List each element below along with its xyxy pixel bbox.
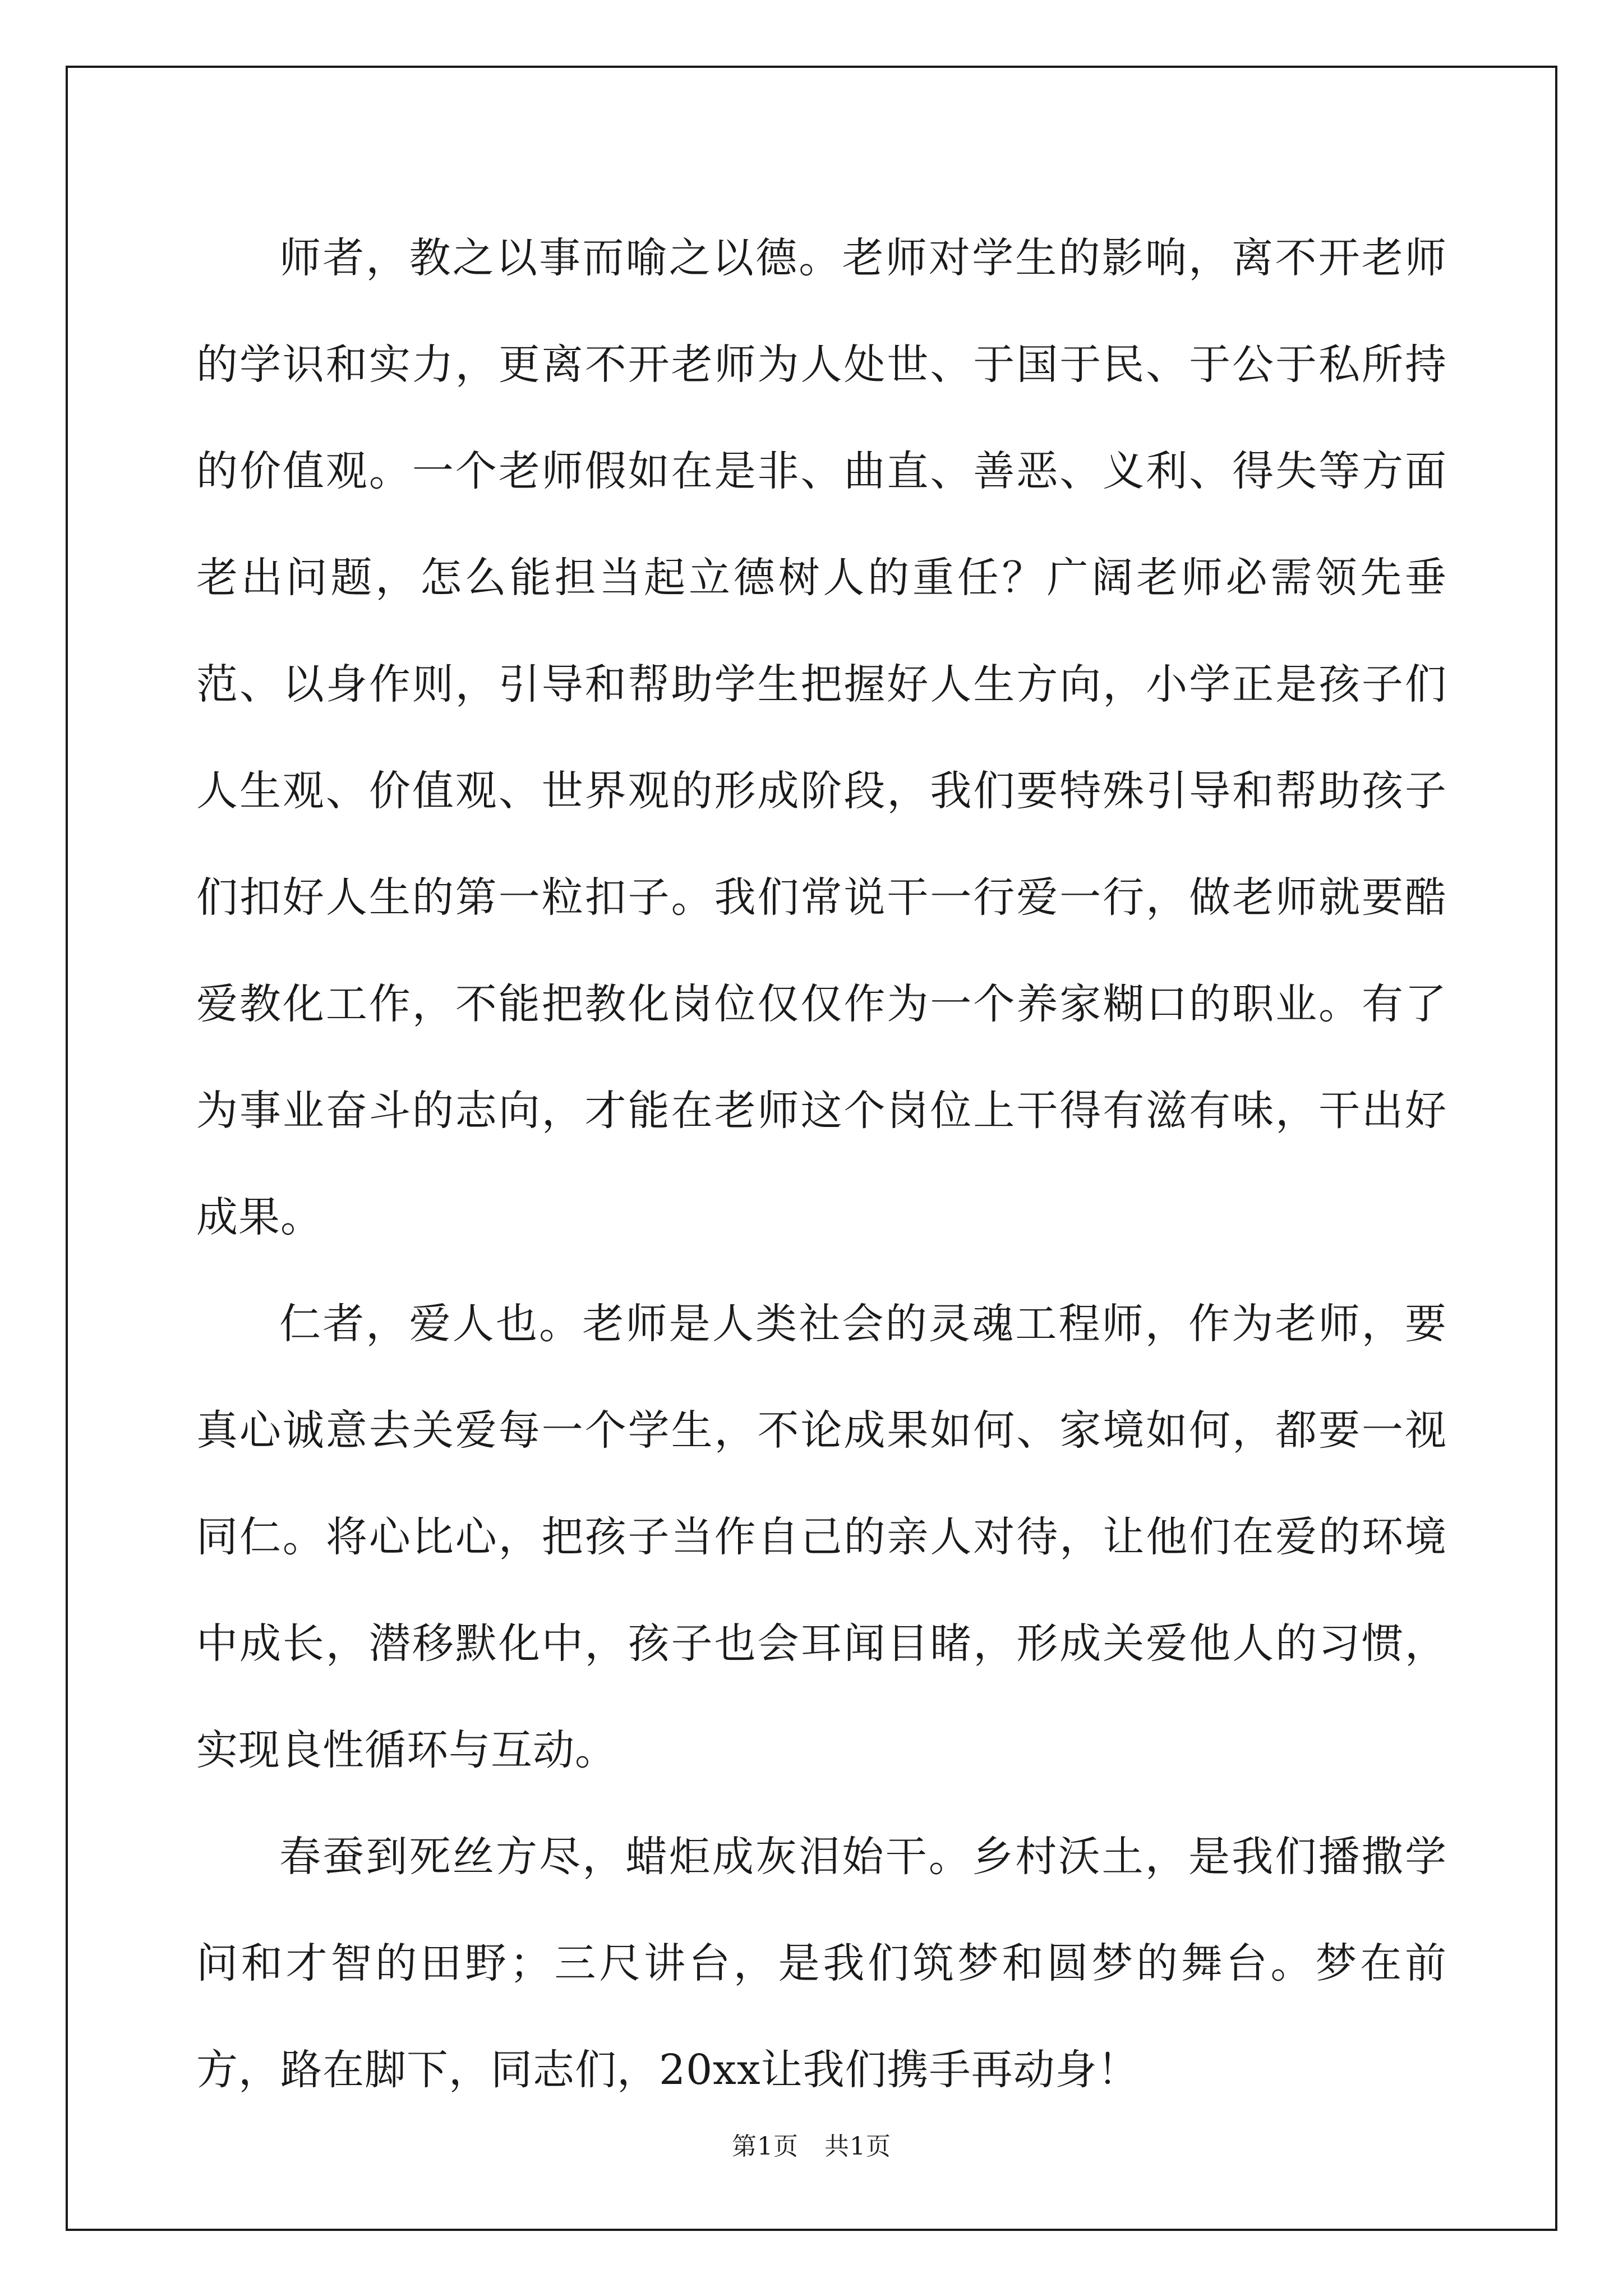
page-footer [0,2126,1623,2162]
page-number-current: 第1页 [732,2132,799,2161]
paragraph-1: 师者，教之以事而喻之以德。老师对学生的影响，离不开老师的学识和实力，更离不开老师为人处世、于国于民、于公于私所持的价值观。一个老师假如在是非、曲直、善恶、义利、得失等方面老出问题，怎么能担当起立德树人的重任？广阔老师必需领先垂范、以身作则，引导和帮助学生把握好人生方向，小学正是孩子们人生观、价值观、世界观的形成阶段，我们要特殊引导和帮助孩子们扣好人生的第一粒扣子。我们常说干一行爱一行，做老师就要酷爱教化工作，不能把教化岗位仅仅作为一个养家糊口的职业。有了为事业奋斗的志向，才能在老师这个岗位上干得有滋有味，干出好成果。 [196,234,1447,1241]
paragraph-3: 春蚕到死丝方尽，蜡炬成灰泪始干。乡村沃土，是我们播撒学问和才智的田野；三尺讲台，是我们筑梦和圆梦的舞台。梦在前方，路在脚下，同志们，20xx让我们携手再动身！ [196,1833,1447,2094]
document-body [196,205,1447,2123]
paragraph-2: 仁者，爱人也。老师是人类社会的灵魂工程师，作为老师，要真心诚意去关爱每一个学生，不论成果如何、家境如何，都要一视同仁。将心比心，把孩子当作自己的亲人对待，让他们在爱的环境中成长，潜移默化中，孩子也会耳闻目睹，形成关爱他人的习惯，实现良性循环与互动。 [196,1300,1447,1774]
page-number-total: 共1页 [824,2132,891,2161]
